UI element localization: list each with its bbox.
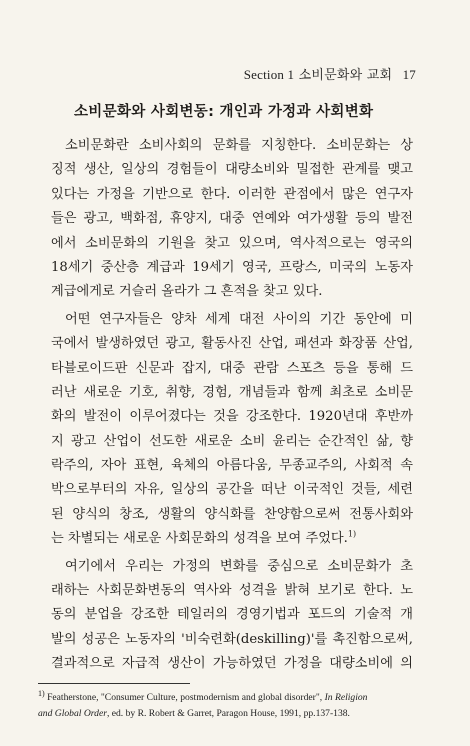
text-line-content: 는 차별되는 새로운 사회문화의 성격을 보여 주었다.	[51, 531, 348, 547]
text-line: 결과적으로 자급적 생산이 가능하였던 가정을 대량소비에 의	[51, 656, 413, 672]
text-line: 있다는 가정을 기반으로 한다. 이러한 관점에서 많은 연구자	[51, 186, 413, 202]
footnote-marker: 1)	[38, 688, 45, 698]
paragraph	[51, 308, 413, 552]
footnote-citation: Featherstone, "Consumer Culture, postmodernism and global disorder",	[47, 692, 323, 703]
text-line: 래하는 사회문화변동의 역사와 성격을 밝혀 보기로 한다. 노	[51, 583, 413, 599]
text-line: 에서 소비문화의 기원을 찾고 있으며, 역사적으로는 영국의	[51, 235, 413, 251]
text-line: 발의 성공은 노동자의 '비숙련화(deskilling)'를 촉진함으로써,	[51, 631, 413, 647]
text-line: 타블로이드판 신문과 잡지, 대중 관람 스포츠 등을 통해 드	[51, 360, 413, 376]
text-line: 징적 생산, 일상의 경험들이 대량소비와 밀접한 관계를 맺고	[51, 162, 413, 178]
footnote-publisher: , ed. by R. Robert & Garret, Paragon House, 1991, pp.137-138.	[106, 708, 350, 719]
text-line: 여기에서 우리는 가정의 변화를 중심으로 소비문화가 초	[65, 558, 413, 574]
text-line: 지 광고 산업이 선도한 새로운 소비 윤리는 순간적인 삶, 향	[51, 433, 413, 449]
footnote-divider	[38, 683, 190, 684]
text-line: 된 양식의 창조, 생활의 양식화를 찬양함으로써 전통사회와	[51, 506, 413, 522]
text-line: 화의 발전이 이루어졌다는 것을 강조한다. 1920년대 후반까	[51, 409, 413, 425]
text-line: 박으로부터의 자유, 일상의 공간을 떠난 이국적인 것들, 세련	[51, 482, 413, 498]
footnote-book-title: In Religion	[324, 692, 368, 703]
paragraph	[51, 134, 413, 305]
chapter-title: 소비문화와 교회	[298, 68, 393, 83]
text-line: 소비문화란 소비사회의 문화를 지칭한다. 소비문화는 상	[65, 138, 413, 153]
section-label: Section 1	[243, 67, 295, 82]
text-line: 러난 새로운 기호, 취향, 경험, 개념들과 함께 최초로 소비문	[51, 384, 413, 400]
section-heading: 소비문화와 사회변동: 개인과 가정과 사회변화	[74, 104, 374, 120]
text-line: 어떤 연구자들은 양차 세계 대전 사이의 기간 동안에 미	[65, 311, 413, 327]
footnote-line	[38, 690, 422, 706]
text-line	[51, 527, 413, 551]
running-header	[244, 64, 416, 83]
text-line: 18세기 중산층 계급과 19세기 영국, 프랑스, 미국의 노동자	[51, 259, 413, 275]
footnote-book-title-cont: and Global Order	[38, 708, 107, 719]
text-line: 국에서 발생하였던 광고, 활동사진 산업, 패션과 화장품 산업,	[51, 336, 413, 352]
footnote-reference[interactable]: 1)	[347, 529, 357, 539]
text-line: 동의 분업을 강조한 테일러의 경영기법과 포드의 기술적 개	[51, 607, 413, 623]
text-line: 들은 광고, 백화점, 휴양지, 대중 연예와 여가생활 등의 발전	[51, 211, 413, 227]
footnote	[38, 690, 422, 722]
footnote-line	[38, 706, 422, 722]
page-number: 17	[402, 67, 416, 82]
body-text	[51, 134, 413, 677]
paragraph	[51, 555, 413, 677]
text-line: 계급에게로 거슬러 올라가 그 흔적을 찾고 있다.	[51, 284, 323, 300]
text-line: 락주의, 자아 표현, 육체의 아름다움, 무종교주의, 사회적 속	[51, 458, 413, 474]
